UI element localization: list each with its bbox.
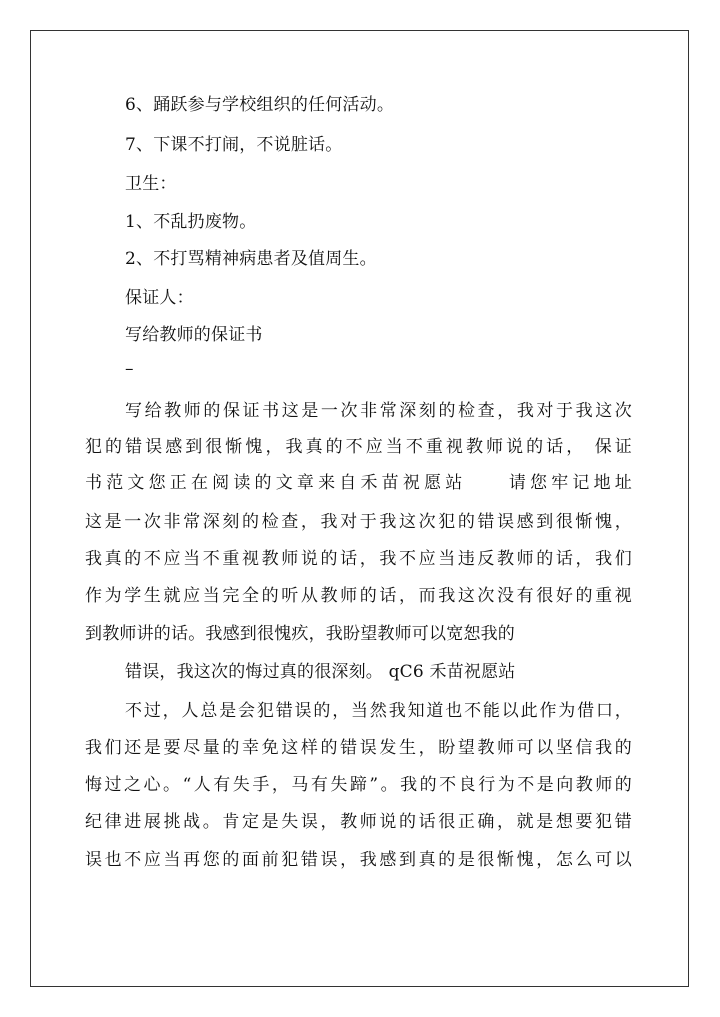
paragraph-3-line: 误也不应当再您的面前犯错误，我感到真的是很惭愧，怎么可以 xyxy=(85,850,632,870)
paragraph-3-line: 悔过之心。“人有失手，马有失蹄”。我的不良行为不是向教师的 xyxy=(85,775,632,795)
paragraph-1-line: 作为学生就应当完全的听从教师的话，而我这次没有很好的重视 xyxy=(85,586,632,606)
paragraph-3-line: 不过，人总是会犯错误的，当然我知道也不能以此作为借口， xyxy=(125,701,632,721)
hygiene-heading: 卫生： xyxy=(125,174,177,194)
section-title: 写给教师的保证书 xyxy=(125,325,263,345)
separator: – xyxy=(125,359,134,379)
hygiene-item-1: 1、不乱扔废物。 xyxy=(125,212,257,232)
paragraph-1-line: 这是一次非常深刻的检查，我对于我这次犯的错误感到很惭愧， xyxy=(85,512,632,532)
paragraph-3-line: 纪律进展挑战。肯定是失误，教师说的话很正确，就是想要犯错 xyxy=(85,812,632,832)
rule-item-7: 7、下课不打闹，不说脏话。 xyxy=(125,135,343,155)
paragraph-3-line: 我们还是要尽量的幸免这样的错误发生，盼望教师可以坚信我的 xyxy=(85,738,632,758)
paragraph-1-line: 书范文您正在阅读的文章来自禾苗祝愿站 请您牢记地址 xyxy=(85,473,632,493)
paragraph-1-line: 我真的不应当不重视教师说的话，我不应当违反教师的话，我们 xyxy=(85,549,632,569)
paragraph-1-line: 犯的错误感到很惭愧，我真的不应当不重视教师说的话， 保证 xyxy=(85,437,632,457)
guarantor-label: 保证人： xyxy=(125,288,194,308)
paragraph-1-line: 到教师讲的话。我感到很愧疚，我盼望教师可以宽恕我的 xyxy=(85,624,515,644)
rule-item-6: 6、踊跃参与学校组织的任何活动。 xyxy=(125,95,395,115)
paragraph-1-line: 写给教师的保证书这是一次非常深刻的检查，我对于我这次 xyxy=(125,401,632,421)
hygiene-item-2: 2、不打骂精神病患者及值周生。 xyxy=(125,249,377,269)
paragraph-2: 错误，我这次的悔过真的很深刻。 qC6 禾苗祝愿站 xyxy=(125,662,516,682)
